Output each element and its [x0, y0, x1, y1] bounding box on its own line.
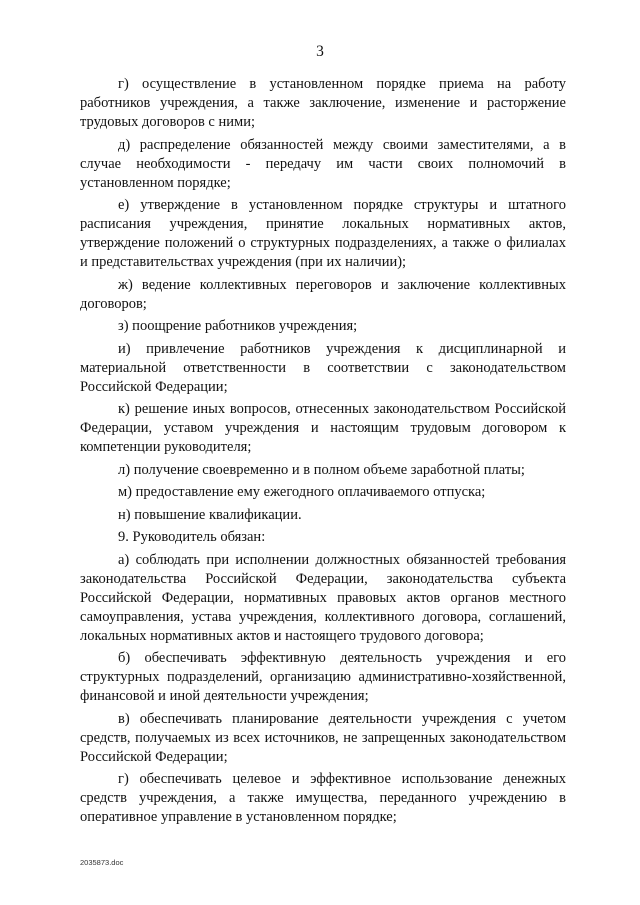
section-heading: 9. Руководитель обязан: — [118, 529, 266, 545]
paragraph: н) повышение квалификации. — [118, 506, 302, 523]
paragraph: м) предоставление ему ежегодного оплачиваемого отпуска; — [118, 484, 486, 500]
paragraph: а) соблюдать при исполнении должностных обязанностей требования законодательства Российской Федерации, законодательства субъекта Российской Федерации, нормативных правовых актов органов местного самоуправления, устава учреждения, коллективного договора, соглашений, локальных нормативных актов и настоящего трудового договора; — [80, 551, 566, 644]
paragraph: д) распределение обязанностей между своими заместителями, а в случае необходимости - передачу им части своих полномочий в установленном порядке; — [80, 136, 566, 191]
document-body — [80, 75, 566, 831]
paragraph: г) обеспечивать целевое и эффективное использование денежных средств учреждения, а также имущества, переданного учреждению в оперативное управление в установленном порядке; — [80, 771, 566, 825]
file-name-footer: 2035873.doc — [80, 858, 124, 867]
paragraph: л) получение своевременно и в полном объеме заработной платы; — [118, 461, 525, 478]
paragraph: е) утверждение в установленном порядке структуры и штатного расписания учреждения, принятие локальных нормативных актов, утверждение положений о структурных подразделениях, а также о филиалах и представительствах учреждения (при их наличии); — [80, 197, 566, 270]
page-number: 3 — [316, 43, 324, 60]
paragraph: б) обеспечивать эффективную деятельность учреждения и его структурных подразделений, организацию административно-хозяйственной, финансовой и иной деятельности учреждения; — [80, 650, 566, 704]
paragraph: и) привлечение работников учреждения к дисциплинарной и материальной ответственности в соответствии с законодательством Российской Федерации; — [80, 340, 566, 395]
paragraph: в) обеспечивать планирование деятельности учреждения с учетом средств, получаемых из всех источников, не запрещенных законодательством Российской Федерации; — [80, 710, 566, 765]
paragraph: г) осуществление в установленном порядке приема на работу работников учреждения, а также заключение, изменение и расторжение трудовых договоров с ними; — [80, 76, 566, 130]
paragraph: з) поощрение работников учреждения; — [118, 318, 358, 334]
paragraph: к) решение иных вопросов, отнесенных законодательством Российской Федерации, уставом учреждения и настоящим трудовым договором к компетенции руководителя; — [80, 401, 566, 455]
paragraph: ж) ведение коллективных переговоров и заключение коллективных договоров; — [80, 276, 566, 312]
